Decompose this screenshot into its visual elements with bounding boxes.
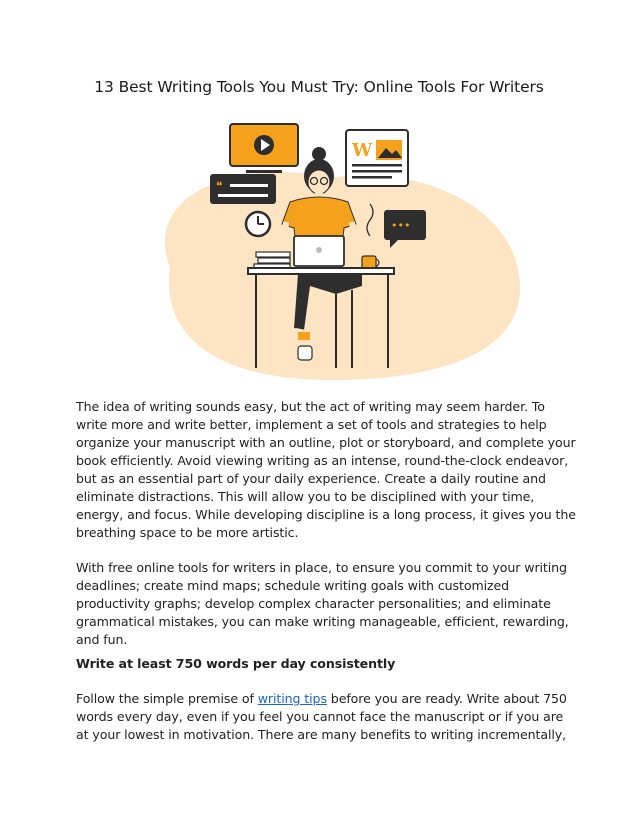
writing-tips-paragraph — [76, 690, 576, 744]
quote-card-icon — [210, 174, 276, 204]
document-letter: W — [352, 140, 373, 161]
writing-tips-link[interactable]: writing tips — [257, 691, 327, 706]
section-heading: Write at least 750 words per day consistently — [76, 656, 396, 671]
video-player-icon — [230, 124, 298, 173]
document-w-icon — [346, 130, 408, 186]
tools-paragraph: With free online tools for writers in place, to ensure you commit to your writing deadlines; create mind maps; schedule writing goals with customized productivity graphs; develop complex character personalities; and eliminate grammatical mistakes, you can make writing manageable, efficient, rewarding, and fun. — [76, 560, 569, 647]
document-title: 13 Best Writing Tools You Must Try: Online Tools For Writers — [94, 78, 544, 96]
laptop-icon — [294, 236, 344, 266]
quote-glyph: ❝ — [216, 179, 223, 193]
intro-paragraph: The idea of writing sounds easy, but the act of writing may seem harder. To write more and write better, implement a set of tools and strategies to help organize your manuscript with an outline, plot or storyboard, and complete your book efficiently. Avoid viewing writing as an intense, round-the-clock endeavor, but as an essential part of your daily experience. Create a daily routine and eliminate distractions. This will allow you to be disciplined with your time, energy, and focus. While developing discipline is a long process, it gives you the breathing space to be more artistic. — [76, 399, 576, 540]
writer-illustration — [100, 118, 560, 382]
clock-icon — [246, 212, 270, 236]
chat-dots: ••• — [391, 219, 411, 232]
paragraph-text-before-link: Follow the simple premise of — [76, 691, 258, 706]
books-icon — [254, 252, 290, 269]
paragraph-text-after-link: before you are ready. Write about 750 words every day, even if you feel you cannot face the manuscript or if you are at your lowest in motivation. There are many benefits to writing incrementally, — [76, 691, 567, 742]
